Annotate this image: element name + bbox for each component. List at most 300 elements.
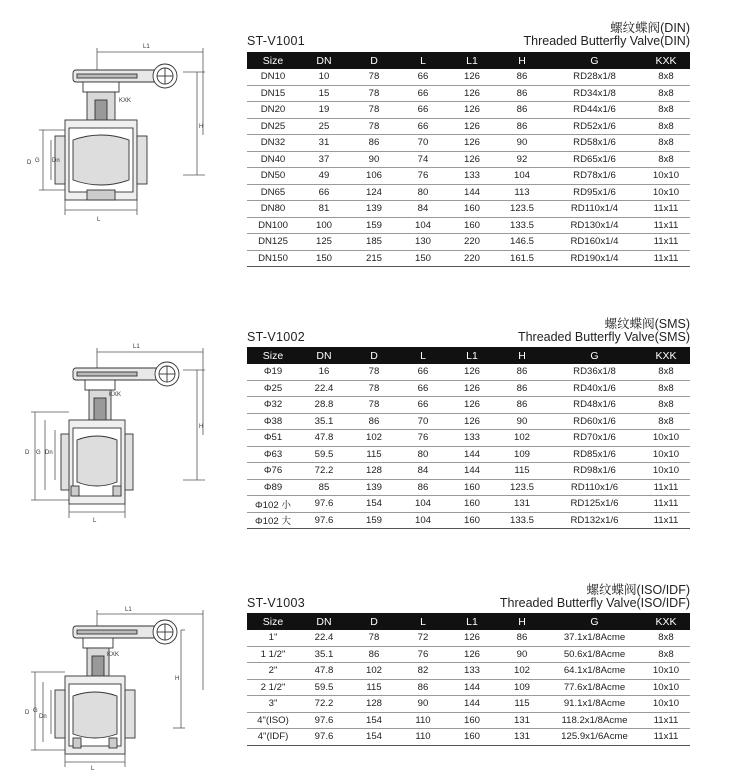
cell-d: 154 [349, 729, 399, 746]
cell-size: Φ89 [247, 479, 299, 496]
h-label: H [175, 676, 180, 682]
cell-dn: 25 [299, 118, 349, 135]
header-g: G [547, 52, 642, 69]
table-row [247, 479, 690, 496]
cell-g: 125.9x1/6Acme [547, 729, 642, 746]
cell-size: DN50 [247, 168, 299, 185]
cell-g: RD40x1/6 [547, 380, 642, 397]
cell-dn: 37 [299, 151, 349, 168]
cell-g: RD70x1/6 [547, 430, 642, 447]
cell-size: DN15 [247, 85, 299, 102]
spec-table [247, 52, 690, 267]
cell-g: RD95x1/6 [547, 184, 642, 201]
cell-d: 78 [349, 118, 399, 135]
l1-label: L1 [143, 44, 150, 50]
section-title-cn: 螺纹蝶阀(ISO/IDF) [586, 583, 690, 597]
cell-l: 76 [399, 430, 447, 447]
cell-size: DN80 [247, 201, 299, 218]
cell-d: 139 [349, 479, 399, 496]
cell-l1: 126 [447, 135, 497, 152]
cell-dn: 22.4 [299, 380, 349, 397]
model-code: ST-V1001 [247, 34, 305, 48]
cell-size: 3" [247, 696, 299, 713]
cell-dn: 28.8 [299, 397, 349, 414]
cell-kxk: 8x8 [642, 364, 690, 380]
d-label: D [25, 710, 30, 716]
table-row [247, 729, 690, 746]
cell-l1: 160 [447, 217, 497, 234]
cell-g: RD125x1/6 [547, 496, 642, 513]
cell-l1: 126 [447, 380, 497, 397]
cell-dn: 150 [299, 250, 349, 267]
cell-dn: 15 [299, 85, 349, 102]
cell-g: 37.1x1/8Acme [547, 630, 642, 646]
cell-size: DN40 [247, 151, 299, 168]
valve-drawing-2 [25, 340, 205, 525]
cell-kxk: 8x8 [642, 102, 690, 119]
spec-table [247, 347, 690, 529]
cell-d: 154 [349, 712, 399, 729]
cell-g: RD34x1/8 [547, 85, 642, 102]
cell-dn: 125 [299, 234, 349, 251]
cell-l: 70 [399, 413, 447, 430]
header-g: G [547, 347, 642, 364]
cell-size: Φ38 [247, 413, 299, 430]
cell-g: RD85x1/6 [547, 446, 642, 463]
table-header-row [247, 52, 690, 69]
cell-dn: 10 [299, 69, 349, 85]
header-d: D [349, 613, 399, 630]
cell-kxk: 10x10 [642, 184, 690, 201]
cell-kxk: 8x8 [642, 380, 690, 397]
cell-d: 106 [349, 168, 399, 185]
header-kxk: KXK [642, 347, 690, 364]
model-code: ST-V1002 [247, 330, 305, 344]
cell-kxk: 8x8 [642, 646, 690, 663]
table-row [247, 118, 690, 135]
cell-d: 128 [349, 463, 399, 480]
header-d: D [349, 347, 399, 364]
cell-h: 86 [497, 85, 547, 102]
cell-d: 159 [349, 512, 399, 529]
cell-size: DN32 [247, 135, 299, 152]
cell-l1: 160 [447, 712, 497, 729]
cell-kxk: 11x11 [642, 496, 690, 513]
cell-dn: 35.1 [299, 413, 349, 430]
cell-kxk: 8x8 [642, 135, 690, 152]
header-l1: L1 [447, 52, 497, 69]
cell-dn: 19 [299, 102, 349, 119]
header-h: H [497, 613, 547, 630]
cell-dn: 22.4 [299, 630, 349, 646]
cell-size: 2 1/2" [247, 679, 299, 696]
table-row [247, 663, 690, 680]
cell-l: 76 [399, 168, 447, 185]
cell-d: 215 [349, 250, 399, 267]
cell-dn: 97.6 [299, 729, 349, 746]
l-label: L [91, 766, 95, 770]
cell-l1: 126 [447, 630, 497, 646]
cell-d: 154 [349, 496, 399, 513]
cell-l1: 220 [447, 250, 497, 267]
cell-size: 4"(IDF) [247, 729, 299, 746]
cell-kxk: 11x11 [642, 201, 690, 218]
cell-l: 86 [399, 479, 447, 496]
cell-size: Φ51 [247, 430, 299, 447]
table-row [247, 184, 690, 201]
cell-d: 78 [349, 364, 399, 380]
table-row [247, 646, 690, 663]
d-label: D [27, 160, 32, 166]
cell-d: 78 [349, 102, 399, 119]
cell-h: 115 [497, 463, 547, 480]
cell-g: RD78x1/6 [547, 168, 642, 185]
cell-d: 185 [349, 234, 399, 251]
cell-d: 115 [349, 679, 399, 696]
cell-kxk: 10x10 [642, 663, 690, 680]
cell-h: 90 [497, 413, 547, 430]
l1-label: L1 [133, 344, 140, 350]
cell-d: 102 [349, 663, 399, 680]
kxk-label: KXK [109, 392, 122, 398]
cell-l: 110 [399, 729, 447, 746]
dn-label: Dn [45, 450, 53, 456]
header-h: H [497, 347, 547, 364]
g-label: G [36, 450, 41, 456]
table-row [247, 430, 690, 447]
cell-kxk: 10x10 [642, 679, 690, 696]
cell-dn: 59.5 [299, 679, 349, 696]
cell-d: 78 [349, 69, 399, 85]
cell-dn: 81 [299, 201, 349, 218]
cell-g: 77.6x1/8Acme [547, 679, 642, 696]
valve-diagram-svg [25, 340, 205, 525]
cell-dn: 31 [299, 135, 349, 152]
cell-l1: 160 [447, 479, 497, 496]
cell-g: RD190x1/4 [547, 250, 642, 267]
cell-d: 86 [349, 413, 399, 430]
cell-h: 123.5 [497, 479, 547, 496]
valve-diagram-svg [25, 600, 205, 770]
section-title-en: Threaded Butterfly Valve(SMS) [517, 330, 690, 344]
table-row [247, 397, 690, 414]
cell-kxk: 11x11 [642, 512, 690, 529]
cell-h: 161.5 [497, 250, 547, 267]
cell-d: 78 [349, 380, 399, 397]
cell-l: 66 [399, 69, 447, 85]
cell-dn: 47.8 [299, 430, 349, 447]
cell-dn: 72.2 [299, 696, 349, 713]
table-row [247, 234, 690, 251]
cell-g: RD130x1/4 [547, 217, 642, 234]
cell-g: RD44x1/6 [547, 102, 642, 119]
cell-kxk: 8x8 [642, 630, 690, 646]
cell-dn: 85 [299, 479, 349, 496]
dn-label: Dn [39, 714, 47, 720]
cell-h: 109 [497, 446, 547, 463]
cell-g: RD65x1/6 [547, 151, 642, 168]
cell-l: 66 [399, 380, 447, 397]
cell-kxk: 11x11 [642, 217, 690, 234]
cell-l1: 144 [447, 679, 497, 696]
cell-size: Φ102 大 [247, 512, 299, 529]
cell-l1: 126 [447, 118, 497, 135]
kxk-label: KXK [107, 652, 120, 658]
header-size: Size [247, 347, 299, 364]
cell-dn: 35.1 [299, 646, 349, 663]
cell-l: 66 [399, 118, 447, 135]
cell-d: 78 [349, 397, 399, 414]
cell-l1: 160 [447, 496, 497, 513]
cell-l1: 144 [447, 184, 497, 201]
header-h: H [497, 52, 547, 69]
cell-h: 104 [497, 168, 547, 185]
cell-l1: 126 [447, 364, 497, 380]
cell-dn: 97.6 [299, 512, 349, 529]
header-l1: L1 [447, 347, 497, 364]
header-l1: L1 [447, 613, 497, 630]
l1-label: L1 [125, 607, 132, 613]
cell-size: DN65 [247, 184, 299, 201]
cell-l: 80 [399, 184, 447, 201]
cell-h: 86 [497, 102, 547, 119]
cell-l1: 126 [447, 646, 497, 663]
cell-dn: 47.8 [299, 663, 349, 680]
cell-g: RD60x1/6 [547, 413, 642, 430]
cell-g: RD52x1/6 [547, 118, 642, 135]
cell-h: 86 [497, 118, 547, 135]
cell-l: 72 [399, 630, 447, 646]
table-row [247, 696, 690, 713]
cell-h: 86 [497, 397, 547, 414]
cell-size: DN20 [247, 102, 299, 119]
cell-h: 86 [497, 630, 547, 646]
cell-h: 113 [497, 184, 547, 201]
cell-size: DN150 [247, 250, 299, 267]
cell-g: RD48x1/6 [547, 397, 642, 414]
cell-g: RD36x1/8 [547, 364, 642, 380]
cell-kxk: 10x10 [642, 168, 690, 185]
header-l: L [399, 52, 447, 69]
cell-l1: 220 [447, 234, 497, 251]
cell-h: 131 [497, 712, 547, 729]
cell-kxk: 8x8 [642, 69, 690, 85]
table-row [247, 135, 690, 152]
cell-size: 1" [247, 630, 299, 646]
d-label: D [25, 450, 30, 456]
g-label: G [33, 708, 38, 714]
cell-size: DN125 [247, 234, 299, 251]
cell-size: Φ63 [247, 446, 299, 463]
cell-dn: 97.6 [299, 496, 349, 513]
cell-l: 70 [399, 135, 447, 152]
table-row [247, 463, 690, 480]
cell-l: 84 [399, 201, 447, 218]
cell-h: 133.5 [497, 512, 547, 529]
l-label: L [93, 518, 97, 524]
cell-l: 66 [399, 102, 447, 119]
cell-kxk: 11x11 [642, 250, 690, 267]
cell-d: 78 [349, 630, 399, 646]
cell-l1: 144 [447, 463, 497, 480]
cell-d: 139 [349, 201, 399, 218]
cell-d: 102 [349, 430, 399, 447]
cell-h: 131 [497, 729, 547, 746]
table-row [247, 446, 690, 463]
g-label: G [35, 158, 40, 164]
cell-l1: 160 [447, 201, 497, 218]
cell-h: 90 [497, 646, 547, 663]
cell-size: Φ32 [247, 397, 299, 414]
cell-h: 102 [497, 430, 547, 447]
cell-g: RD110x1/6 [547, 479, 642, 496]
cell-h: 131 [497, 496, 547, 513]
cell-l: 110 [399, 712, 447, 729]
cell-size: DN10 [247, 69, 299, 85]
l-label: L [97, 217, 101, 223]
cell-l1: 126 [447, 85, 497, 102]
cell-l1: 133 [447, 663, 497, 680]
cell-kxk: 10x10 [642, 446, 690, 463]
header-dn: DN [299, 347, 349, 364]
cell-l1: 144 [447, 446, 497, 463]
cell-h: 102 [497, 663, 547, 680]
table-header-row [247, 347, 690, 364]
cell-d: 86 [349, 135, 399, 152]
cell-h: 115 [497, 696, 547, 713]
cell-h: 133.5 [497, 217, 547, 234]
header-size: Size [247, 52, 299, 69]
cell-kxk: 10x10 [642, 463, 690, 480]
cell-kxk: 11x11 [642, 729, 690, 746]
table-row [247, 712, 690, 729]
table-row [247, 380, 690, 397]
dn-label: Dn [52, 158, 60, 164]
cell-size: DN100 [247, 217, 299, 234]
cell-l1: 133 [447, 168, 497, 185]
cell-d: 124 [349, 184, 399, 201]
valve-drawing-3 [25, 600, 205, 770]
table-row [247, 85, 690, 102]
cell-g: RD160x1/4 [547, 234, 642, 251]
cell-l: 66 [399, 364, 447, 380]
cell-size: Φ102 小 [247, 496, 299, 513]
cell-l1: 126 [447, 69, 497, 85]
cell-h: 86 [497, 364, 547, 380]
table-row [247, 496, 690, 513]
cell-g: 50.6x1/8Acme [547, 646, 642, 663]
table-header-row [247, 613, 690, 630]
cell-l1: 126 [447, 413, 497, 430]
cell-kxk: 8x8 [642, 118, 690, 135]
cell-size: Φ19 [247, 364, 299, 380]
model-code: ST-V1003 [247, 596, 305, 610]
cell-g: RD110x1/4 [547, 201, 642, 218]
cell-g: RD132x1/6 [547, 512, 642, 529]
header-l: L [399, 613, 447, 630]
section-title-en: Threaded Butterfly Valve(DIN) [523, 34, 690, 48]
cell-g: 91.1x1/8Acme [547, 696, 642, 713]
cell-d: 78 [349, 85, 399, 102]
cell-h: 86 [497, 380, 547, 397]
h-label: H [199, 124, 204, 130]
cell-h: 109 [497, 679, 547, 696]
cell-l: 74 [399, 151, 447, 168]
cell-size: 2" [247, 663, 299, 680]
cell-l: 90 [399, 696, 447, 713]
valve-diagram-svg [25, 40, 205, 225]
cell-g: 64.1x1/8Acme [547, 663, 642, 680]
cell-kxk: 11x11 [642, 234, 690, 251]
header-dn: DN [299, 52, 349, 69]
cell-size: Φ25 [247, 380, 299, 397]
cell-d: 115 [349, 446, 399, 463]
section-title-cn: 螺纹蝶阀(SMS) [604, 317, 690, 331]
cell-h: 86 [497, 69, 547, 85]
cell-h: 90 [497, 135, 547, 152]
valve-drawing-1 [25, 40, 205, 225]
cell-kxk: 8x8 [642, 151, 690, 168]
cell-d: 86 [349, 646, 399, 663]
table-row [247, 413, 690, 430]
cell-g: 118.2x1/8Acme [547, 712, 642, 729]
cell-l: 130 [399, 234, 447, 251]
cell-dn: 66 [299, 184, 349, 201]
cell-dn: 72.2 [299, 463, 349, 480]
cell-kxk: 10x10 [642, 696, 690, 713]
kxk-label: KXK [119, 98, 132, 104]
cell-l: 76 [399, 646, 447, 663]
cell-l1: 133 [447, 430, 497, 447]
cell-l: 80 [399, 446, 447, 463]
cell-g: RD98x1/6 [547, 463, 642, 480]
cell-dn: 49 [299, 168, 349, 185]
cell-l: 66 [399, 85, 447, 102]
header-kxk: KXK [642, 52, 690, 69]
cell-l: 150 [399, 250, 447, 267]
cell-h: 146.5 [497, 234, 547, 251]
cell-kxk: 11x11 [642, 712, 690, 729]
header-kxk: KXK [642, 613, 690, 630]
cell-l: 84 [399, 463, 447, 480]
table-row [247, 679, 690, 696]
cell-dn: 97.6 [299, 712, 349, 729]
cell-l1: 126 [447, 397, 497, 414]
header-d: D [349, 52, 399, 69]
cell-dn: 100 [299, 217, 349, 234]
cell-kxk: 11x11 [642, 479, 690, 496]
cell-kxk: 8x8 [642, 413, 690, 430]
cell-l1: 126 [447, 151, 497, 168]
table-row [247, 364, 690, 380]
cell-h: 92 [497, 151, 547, 168]
cell-size: Φ76 [247, 463, 299, 480]
cell-l: 86 [399, 679, 447, 696]
header-l: L [399, 347, 447, 364]
table-row [247, 151, 690, 168]
table-row [247, 69, 690, 85]
cell-g: RD28x1/8 [547, 69, 642, 85]
header-size: Size [247, 613, 299, 630]
cell-h: 123.5 [497, 201, 547, 218]
cell-d: 90 [349, 151, 399, 168]
table-row [247, 217, 690, 234]
cell-l: 104 [399, 496, 447, 513]
table-row [247, 630, 690, 646]
cell-g: RD58x1/6 [547, 135, 642, 152]
cell-dn: 59.5 [299, 446, 349, 463]
cell-size: DN25 [247, 118, 299, 135]
